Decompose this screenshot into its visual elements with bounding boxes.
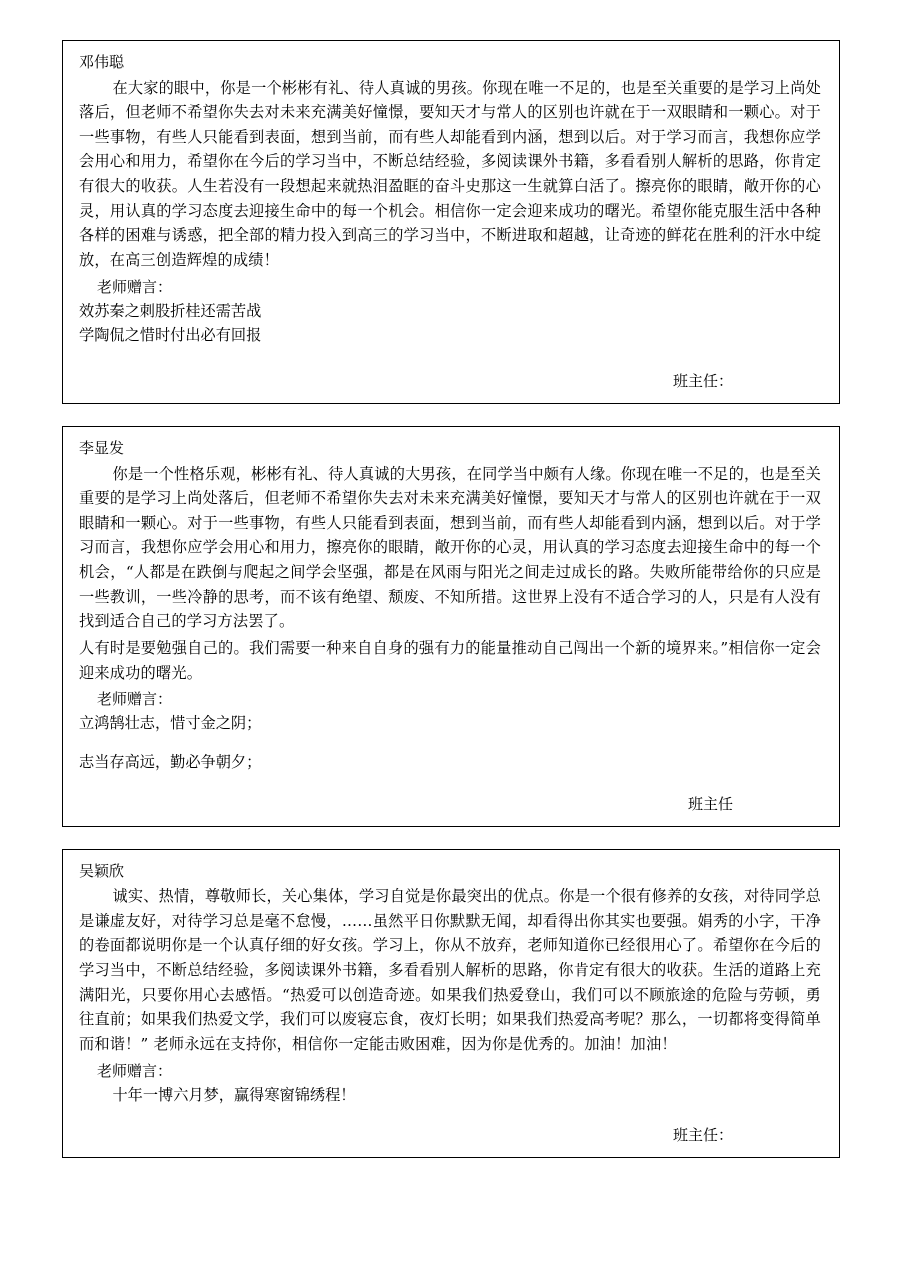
- teacher-message-label: 老师赠言：: [97, 690, 173, 709]
- teacher-message-line: 志当存高远，勤必争朝夕；: [79, 753, 262, 772]
- teacher-message-line: 学陶侃之惜时付出必有回报: [79, 326, 262, 345]
- student-comment-card: [62, 849, 840, 1158]
- comment-paragraph: 你是一个性格乐观，彬彬有礼、待人真诚的大男孩，在同学当中颇有人缘。你现在唯一不足的，也是至关重要的是学习上尚处落后，但老师不希望你失去对未来充满美好憧憬，要知天才与常人的区别也许就在于一双眼睛和一颗心。对于一些事物，有些人只能看到表面，想到当前，而有些人却能看到内涵，想到以后。对于学习而言，我想你应学会用心和用力，擦亮你的眼睛，敞开你的心灵，用认真的学习态度去迎接生命中的每一个机会，“人都是在跌倒与爬起之间学会坚强，都是在风雨与阳光之间走过成长的路。失败所能带给你的只应是一些教训，一些冷静的思考，而不该有绝望、颓废、不知所措。这世界上没有不适合学习的人，只是有人没有找到适合自己的学习方法罢了。: [79, 464, 821, 631]
- comment-paragraph: 在大家的眼中，你是一个彬彬有礼、待人真诚的男孩。你现在唯一不足的，也是至关重要的是学习上尚处落后，但老师不希望你失去对未来充满美好憧憬，要知天才与常人的区别也许就在于一双眼睛和一颗心。对于一些事物，有些人只能看到表面，想到当前，而有些人却能看到内涵，想到以后。对于学习而言，我想你应学会用心和用力，希望你在今后的学习当中，不断总结经验，多阅读课外书籍，多看看别人解析的思路，你肯定有很大的收获。人生若没有一段想起来就热泪盈眶的奋斗史那这一生就算白活了。擦亮你的眼睛，敞开你的心灵，用认真的学习态度去迎接生命中的每一个机会。相信你一定会迎来成功的曙光。希望你能克服生活中各种各样的困难与诱惑，把全部的精力投入到高三的学习当中，不断进取和超越，让奇迹的鲜花在胜利的汗水中绽放，在高三创造辉煌的成绩！: [79, 78, 821, 269]
- student-name: 吴颖欣: [79, 861, 125, 880]
- teacher-message-line: 立鸿鹄壮志，惜寸金之阴；: [79, 714, 262, 733]
- teacher-message-label: 老师赠言：: [97, 1061, 173, 1080]
- student-name: 邓伟聪: [79, 53, 125, 71]
- comment-paragraph: 人有时是要勉强自己的。我们需要一种来自自身的强有力的能量推动自己闯出一个新的境界来。”相信你一定会迎来成功的曙光。: [79, 638, 821, 682]
- signature-line: 班主任：: [672, 1125, 733, 1144]
- signature-line: 班主任：: [672, 372, 733, 391]
- signature-line: 班主任: [687, 794, 733, 813]
- student-comment-card: [62, 426, 840, 827]
- comment-paragraph: 诚实、热情，尊敬师长，关心集体，学习自觉是你最突出的优点。你是一个很有修养的女孩，对待同学总是谦虚友好，对待学习总是毫不怠慢，……虽然平日你默默无闻，却看得出你其实也要强。娟秀的小字，干净的卷面都说明你是一个认真仔细的好女孩。学习上，你从不放弃，老师知道你已经很用心了。希望你在今后的学习当中，不断总结经验，多阅读课外书籍，多看看别人解析的思路，你肯定有很大的收获。生活的道路上充满阳光，只要你用心去感悟。“热爱可以创造奇迹。如果我们热爱登山，我们可以不顾旅途的危险与劳顿，勇往直前；如果我们热爱文学，我们可以废寝忘食，夜灯长明；如果我们热爱高考呢？那么，一切都将变得简单而和谐！” 老师永远在支持你，相信你一定能击败困难，因为你是优秀的。加油！加油！: [79, 887, 821, 1053]
- student-name: 李显发: [79, 439, 125, 458]
- teacher-message-line: 十年一博六月梦，赢得寒窗锦绣程！: [112, 1085, 356, 1104]
- student-comment-card: [62, 40, 840, 404]
- teacher-message-line: 效苏秦之刺股折桂还需苦战: [79, 301, 262, 320]
- teacher-message-label: 老师赠言：: [97, 277, 173, 296]
